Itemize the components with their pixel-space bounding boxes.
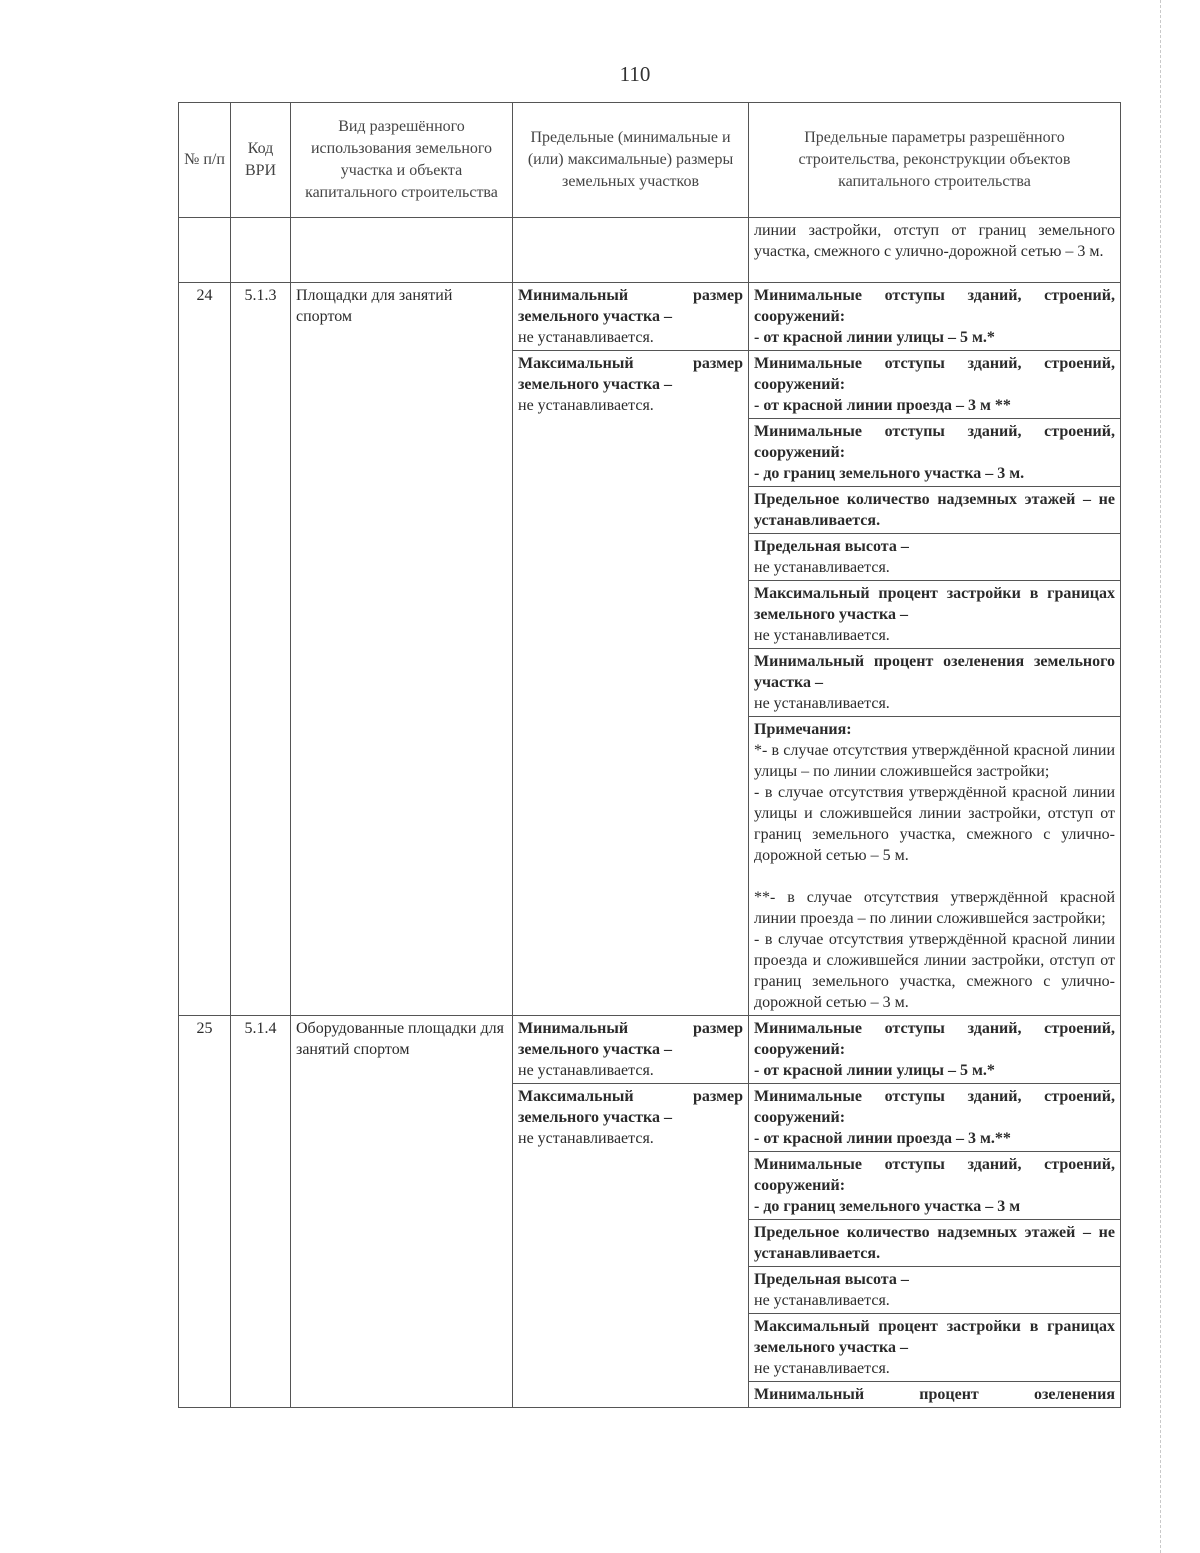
note-line: **- в случае отсутствия утверждённой красной линии проезда – по линии сложившейся застройки; xyxy=(754,889,1115,927)
min-plot-size-value: не устанавливается. xyxy=(518,329,654,346)
min-plot-size-title: Минимальный размер земельного участка – xyxy=(518,287,743,325)
param-cell: Минимальный процент озеленения xyxy=(749,1382,1121,1408)
note-line: - в случае отсутствия утверждённой красной линии проезда и сложившейся линии застройки, отступ от границ земельного участка, смежного с улично-дорожной сетью – 3 м. xyxy=(754,931,1115,1011)
continuation-params: линии застройки, отступ от границ земельного участка, смежного с улично-дорожной сетью – 3 м. xyxy=(749,218,1121,283)
param-cell: Максимальный процент застройки в границах земельного участка – не устанавливается. xyxy=(749,581,1121,649)
param-cell: Минимальный процент озеленения земельного участка – не устанавливается. xyxy=(749,649,1121,717)
max-plot-size-title: Максимальный размер земельного участка – xyxy=(518,355,743,393)
zoning-regulations-table xyxy=(178,102,1121,1408)
max-plot-size-value: не устанавливается. xyxy=(518,1130,654,1147)
param-cell: Предельное количество надземных этажей – не устанавливается. xyxy=(749,487,1121,534)
table-header-row xyxy=(179,103,1121,218)
row-code: 5.1.3 xyxy=(231,283,291,1016)
table-row-continuation xyxy=(179,218,1121,283)
param-cell: Предельная высота – не устанавливается. xyxy=(749,534,1121,581)
param-cell: Предельная высота – не устанавливается. xyxy=(749,1267,1121,1314)
param-cell: Предельное количество надземных этажей – не устанавливается. xyxy=(749,1220,1121,1267)
header-code: Код ВРИ xyxy=(231,103,291,218)
row-usage-type: Оборудованные площадки для занятий спортом xyxy=(291,1016,513,1408)
max-plot-size xyxy=(513,1084,749,1408)
table-row-25 xyxy=(179,1016,1121,1084)
param-cell: Максимальный процент застройки в границах земельного участка – не устанавливается. xyxy=(749,1314,1121,1382)
header-plot-sizes: Предельные (минимальные и (или) максимальные) размеры земельных участков xyxy=(513,103,749,218)
row-num: 25 xyxy=(179,1016,231,1408)
row-num: 24 xyxy=(179,283,231,1016)
row-code: 5.1.4 xyxy=(231,1016,291,1408)
min-plot-size xyxy=(513,283,749,351)
header-build-params: Предельные параметры разрешённого строительства, реконструкции объектов капитального строительства xyxy=(749,103,1121,218)
note-line: - в случае отсутствия утверждённой красной линии улицы и сложившейся линии застройки, отступ от границ земельного участка, смежного с улично-дорожной сетью – 5 м. xyxy=(754,784,1115,864)
param-cell: Минимальные отступы зданий, строений, сооружений: - от красной линии улицы – 5 м.* xyxy=(749,283,1121,351)
notes-title: Примечания: xyxy=(754,721,852,738)
param-cell: Минимальные отступы зданий, строений, сооружений: - от красной линии улицы – 5 м.* xyxy=(749,1016,1121,1084)
table-row-24 xyxy=(179,283,1121,351)
max-plot-size-value: не устанавливается. xyxy=(518,397,654,414)
notes-cell xyxy=(749,717,1121,1016)
note-line: *- в случае отсутствия утверждённой красной линии улицы – по линии сложившейся застройки; xyxy=(754,742,1115,780)
header-usage-type: Вид разрешённого использования земельного участка и объекта капитального строительства xyxy=(291,103,513,218)
max-plot-size-title: Максимальный размер земельного участка – xyxy=(518,1088,743,1126)
page-number: 110 xyxy=(619,62,651,86)
document-sheet xyxy=(178,102,1120,1408)
param-cell: Минимальные отступы зданий, строений, сооружений: - от красной линии проезда – 3 м.** xyxy=(749,1084,1121,1152)
min-plot-size-value: не устанавливается. xyxy=(518,1062,654,1079)
min-plot-size-title: Минимальный размер земельного участка – xyxy=(518,1020,743,1058)
row-usage-type: Площадки для занятий спортом xyxy=(291,283,513,1016)
max-plot-size xyxy=(513,351,749,1016)
param-cell: Минимальные отступы зданий, строений, сооружений: - от красной линии проезда – 3 м ** xyxy=(749,351,1121,419)
scan-edge-line xyxy=(1160,0,1162,1553)
param-cell: Минимальные отступы зданий, строений, сооружений: - до границ земельного участка – 3 м xyxy=(749,1152,1121,1220)
note-spacer xyxy=(754,866,1115,887)
header-num: № п/п xyxy=(179,103,231,218)
min-plot-size xyxy=(513,1016,749,1084)
param-cell: Минимальные отступы зданий, строений, сооружений: - до границ земельного участка – 3 м. xyxy=(749,419,1121,487)
